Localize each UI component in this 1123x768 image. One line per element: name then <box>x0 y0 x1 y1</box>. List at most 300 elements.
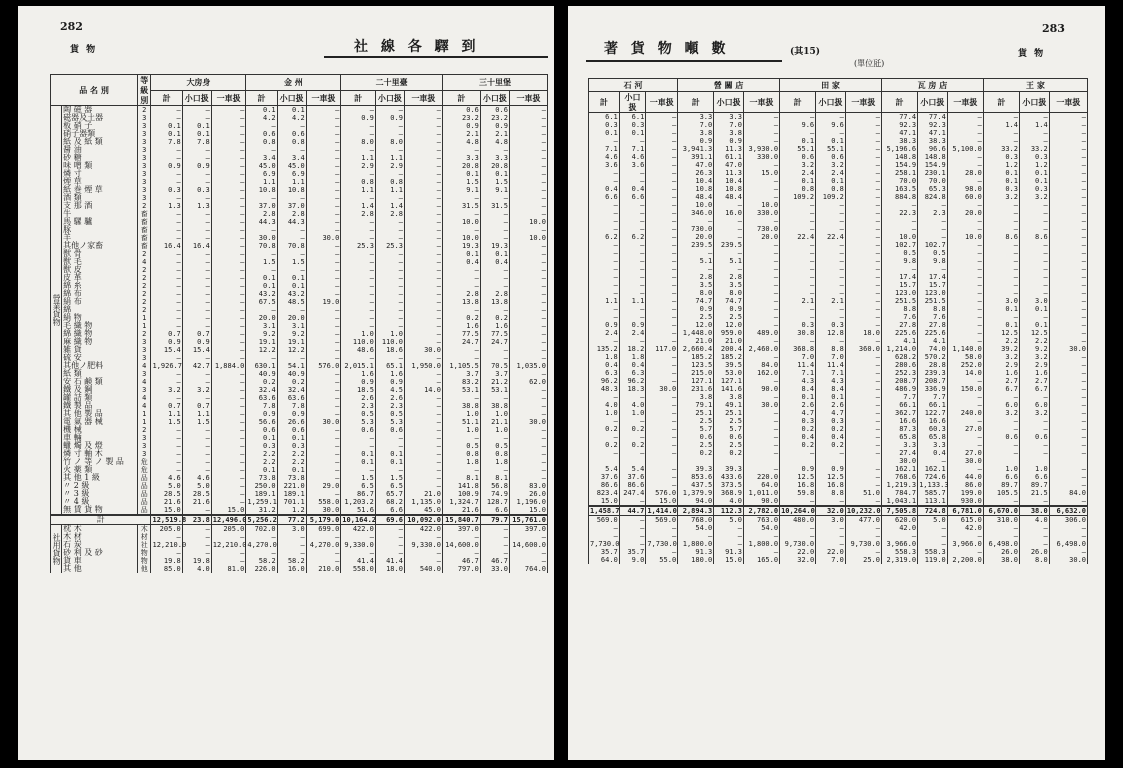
value-cell <box>509 402 547 442</box>
value-cell <box>404 106 442 155</box>
page-number: 282 <box>60 20 83 33</box>
value-cell <box>646 385 678 425</box>
item-names <box>62 402 138 442</box>
table-row-group <box>51 106 548 155</box>
value-cell-text: — — — — — <box>977 305 982 345</box>
value-cell-text: 16.4 — — — — <box>192 242 210 282</box>
value-cell-text: 8.8 7.6 27.8 225.6 4.1 <box>894 305 917 345</box>
value-cell <box>619 233 646 273</box>
value-cell <box>341 362 376 402</box>
value-cell <box>918 153 948 193</box>
value-cell <box>341 525 376 574</box>
table-row-group <box>51 154 548 202</box>
table-row-group <box>589 465 1088 506</box>
value-cell <box>947 425 983 465</box>
value-cell <box>881 273 917 305</box>
value-cell-text: 0.2 — 0.2 — <box>605 425 618 457</box>
sub-header: 一車扱 <box>947 92 983 113</box>
value-cell <box>306 362 341 402</box>
value-cell-text: — — — — — — <box>240 106 245 154</box>
value-cell-text: — — — — <box>1081 425 1086 457</box>
value-cell-text: 39.2 3.2 2.9 1.6 2.7 <box>1001 345 1018 385</box>
value-cell <box>341 154 376 202</box>
value-cell <box>983 305 1019 345</box>
value-cell <box>619 385 646 425</box>
value-cell <box>678 193 714 233</box>
value-cell <box>780 305 816 345</box>
value-cell-text: 884.8 — 22.3 — — <box>894 193 917 233</box>
value-cell <box>983 113 1019 154</box>
value-cell <box>151 154 182 202</box>
value-cell <box>1019 305 1049 345</box>
value-cell <box>151 242 182 282</box>
value-cell-text: — — — — — <box>541 242 546 282</box>
value-cell <box>983 385 1019 425</box>
item-names <box>62 106 138 155</box>
item-names <box>62 202 138 242</box>
value-cell-text: — — — — — — <box>436 106 441 154</box>
value-cell-text: 1.4 2.8 — — — <box>390 202 403 242</box>
value-cell-text: — — — — 5,100.0 <box>952 113 982 153</box>
value-cell <box>341 402 376 442</box>
value-cell-text: — 9.6 — 0.1 55.1 <box>797 113 815 153</box>
value-cell-text: 61.1 47.0 11.3 10.4 10.8 <box>725 153 742 193</box>
value-cell-text: — — — — <box>541 442 546 474</box>
value-cell <box>816 305 846 345</box>
value-cell <box>589 193 620 233</box>
sub-header: 一車扱 <box>845 92 881 113</box>
table-row-group <box>51 442 548 474</box>
value-cell <box>211 282 246 314</box>
value-cell-text: 1,140.0 58.0 252.0 14.0 — <box>952 345 982 385</box>
value-cell <box>947 345 983 385</box>
value-cell-text: 1.0 6.6 89.7 105.5 — <box>996 465 1018 505</box>
value-cell <box>918 273 948 305</box>
value-cell-text: — — — — 30.0 — <box>424 314 441 362</box>
value-cell-text: — 9.6 — 0.1 55.1 <box>827 113 844 153</box>
total-cell: 6,781.0 <box>947 506 983 516</box>
value-cell <box>442 202 480 242</box>
value-cell-text: 87.3 65.8 3.3 27.4 30.0 <box>899 425 917 465</box>
value-cell-text: — — 1.0 110.0 48.6 — <box>352 314 374 362</box>
value-cell-text: 8.6 — — — — <box>1035 233 1048 273</box>
item-names <box>62 314 138 362</box>
value-cell <box>678 425 714 465</box>
value-cell-text: 1.1 2.9 — 0.8 1.1 — <box>390 154 403 202</box>
value-cell-text: 30.0 — — — — <box>659 385 677 425</box>
value-cell <box>816 425 846 465</box>
value-cell-text: 480.0 — — 9,730.0 22.0 32.0 <box>784 516 815 564</box>
value-cell <box>589 465 620 506</box>
value-cell-text: — — — — — <box>1081 305 1086 345</box>
value-cell-text: 205.0 — 12,210.0 — — 81.0 <box>212 525 247 573</box>
value-cell-text: — — — — <box>398 282 403 314</box>
total-cell: 1,414.0 <box>647 507 677 515</box>
value-cell-text: 3.0 — — — 22.0 7.0 <box>827 516 844 564</box>
running-header: 貨 物 <box>1018 49 1046 59</box>
item-classes-text: 3 3 3 3 3 3 <box>142 154 147 202</box>
value-cell-text: — — — — 46.7 33.0 <box>491 525 508 573</box>
item-names-text: 支 那 酒 牛 馬 騾 驢 豚 羊 <box>63 201 93 242</box>
value-cell <box>816 465 846 506</box>
value-cell-text: — 102.7 0.5 9.8 — <box>924 233 946 273</box>
value-cell-text: 8.8 7.6 27.8 225.6 4.1 <box>924 305 946 345</box>
value-cell-text: — — — — — — <box>541 106 546 154</box>
value-cell-text: — — — — 30.0 <box>322 202 340 242</box>
station-header: 金 州 <box>246 75 341 91</box>
value-cell-text: 148.8 154.9 230.1 70.0 65.3 <box>924 153 946 193</box>
value-cell <box>246 242 277 282</box>
value-cell <box>404 362 442 402</box>
value-cell-text: — — 0.9 2.4 — <box>631 305 645 345</box>
value-cell <box>277 242 306 282</box>
value-cell <box>816 153 846 193</box>
value-cell <box>151 106 182 155</box>
value-cell <box>306 202 341 242</box>
value-cell <box>277 154 306 202</box>
value-cell <box>646 345 678 385</box>
value-cell-text: 77.4 92.3 47.1 38.3 96.6 <box>928 113 946 153</box>
value-cell-text: 77.4 92.3 47.1 38.3 5,196.6 <box>886 113 917 153</box>
value-cell-text: — — — 576.0 15.0 <box>655 465 677 505</box>
value-cell <box>918 465 948 506</box>
value-cell <box>375 442 404 474</box>
value-cell <box>1019 385 1049 425</box>
value-cell <box>918 305 948 345</box>
sub-header: 小口扱 <box>182 90 211 106</box>
value-cell-text: — — — — — <box>1081 193 1086 233</box>
value-cell-text: — — — — — <box>1081 385 1086 425</box>
value-cell <box>845 305 881 345</box>
value-cell-text: 109.2 — — — — <box>793 193 815 233</box>
value-cell-text: — — — — <box>369 282 374 314</box>
value-cell <box>983 273 1019 305</box>
unit-note: (單位瓩) <box>854 59 885 68</box>
value-cell-text: — — — — <box>773 425 779 457</box>
sub-header: 一車扱 <box>509 90 547 106</box>
value-cell-text: — — — — — <box>436 402 441 442</box>
item-classes <box>138 362 151 402</box>
value-cell <box>845 233 881 273</box>
item-classes <box>138 442 151 474</box>
value-cell <box>480 362 509 402</box>
value-cell-text: 3.3 20.8 0.1 1.5 9.1 — <box>491 154 508 202</box>
value-cell <box>714 385 744 425</box>
col-header-class: 等級別 <box>138 75 151 106</box>
item-names-text: 絹 物 毛 織 物 綿 織 物 麻 織 物 雑 貨 硫 安 <box>63 313 93 362</box>
value-cell-text: 6.7 — 6.0 3.2 — <box>1035 385 1048 425</box>
value-cell <box>375 362 404 402</box>
item-names <box>62 474 138 515</box>
value-cell <box>845 465 881 506</box>
value-cell <box>845 345 881 385</box>
value-cell-text: 569.0 — — 7,730.0 35.7 64.0 <box>590 516 620 564</box>
value-cell-text: 3.0 — — — 58.2 16.0 <box>287 525 305 573</box>
value-cell-text: — 0.1 0.1 — <box>390 442 403 474</box>
value-cell-text: 0.1 — 0.1 12.5 2.2 <box>1001 305 1018 345</box>
value-cell <box>816 516 846 565</box>
value-cell <box>1049 233 1087 273</box>
value-cell <box>780 113 816 154</box>
title-rule <box>324 56 548 58</box>
item-classes <box>138 242 151 282</box>
sub-header: 小口扱 <box>1019 92 1049 113</box>
table-row-group <box>51 242 548 282</box>
value-cell <box>589 233 620 273</box>
value-cell-text: 2,660.4 185.2 123.5 215.0 127.1 <box>682 345 713 385</box>
value-cell-text: — — — — <box>240 442 245 474</box>
station-header: 二十里臺 <box>341 75 443 91</box>
value-cell-text: — — — — — <box>671 305 677 345</box>
value-cell-text: 3.4 45.0 6.9 1.1 10.8 — <box>287 154 305 202</box>
value-cell <box>277 402 306 442</box>
value-cell-text: — — — — — — <box>240 154 245 202</box>
value-cell <box>1049 516 1087 565</box>
value-cell-text: 60.3 65.8 3.3 0.4 — <box>928 425 946 465</box>
station-header: 瓦 房 店 <box>881 79 983 92</box>
value-cell-text: 477.0 — — 9,730.0 — 25.0 <box>850 516 880 564</box>
value-cell-text: — 44.0 86.0 199.0 930.0 <box>960 465 982 505</box>
value-cell <box>1049 305 1087 345</box>
value-cell-text: 48.4 10.0 346.0 — 730.0 <box>691 193 713 233</box>
value-cell <box>646 305 678 345</box>
value-cell <box>509 154 547 202</box>
value-cell-text: 360.0 — — — — <box>858 345 880 385</box>
value-cell <box>442 314 480 362</box>
value-cell <box>816 233 846 273</box>
value-cell <box>714 345 744 385</box>
sub-header: 一車扱 <box>743 92 779 113</box>
value-cell-text: 0.9 2.5 12.0 959.0 21.0 <box>720 305 742 345</box>
value-cell-text: 22.4 — — — — <box>797 233 815 273</box>
section-label: 社用貨物 <box>51 525 62 574</box>
value-cell-text: 150.0 — — 240.0 — <box>960 385 982 425</box>
value-cell <box>509 242 547 282</box>
value-cell-text: 0.3 1.2 0.1 0.1 0.3 <box>1035 153 1048 193</box>
value-cell-text: 37.0 2.8 44.3 — — <box>287 202 305 242</box>
value-cell <box>589 153 620 193</box>
value-cell-text: 5.0 — — — 558.3 119.0 <box>924 516 946 564</box>
value-cell-text: 48.3 — 4.0 1.0 — <box>600 385 618 425</box>
value-cell <box>1019 516 1049 565</box>
value-cell <box>1049 193 1087 233</box>
value-cell-text: — — 28.0 — 98.0 <box>965 153 982 193</box>
value-cell-text: 0.2 0.4 0.2 — <box>801 425 815 457</box>
value-cell-text: — — — — — — <box>436 154 441 202</box>
value-cell <box>306 106 341 155</box>
value-cell-text: 70.8 — 1.5 — 0.1 <box>258 242 276 282</box>
value-cell-text: 48.4 — 16.0 — — <box>725 193 742 233</box>
value-cell-text: — — — — <box>436 442 441 474</box>
table-row-group <box>589 113 1088 154</box>
value-cell-text: 620.0 42.0 — 3,966.0 558.3 2,319.0 <box>886 516 917 564</box>
table-row-group <box>51 402 548 442</box>
item-names <box>62 362 138 402</box>
table-row-group <box>589 385 1088 425</box>
value-cell-text: — — — 1.1 <box>631 273 645 305</box>
value-cell <box>619 516 646 565</box>
value-cell-text: — — 30.0 — — <box>322 402 340 442</box>
value-cell <box>881 345 917 385</box>
value-cell <box>509 202 547 242</box>
value-cell <box>918 516 948 565</box>
item-names-text: 蠟 燭 及 燈 燐 寸 軸 木 竹 ノ 等 ノ 製 品 火 薬 類 <box>63 441 124 474</box>
value-cell-text: 0.5 0.8 1.8 — <box>495 442 508 474</box>
value-cell <box>341 442 376 474</box>
value-cell-text: 4.6 3.6 — — 0.4 <box>605 153 618 193</box>
value-cell <box>678 516 714 565</box>
value-cell <box>480 242 509 282</box>
value-cell <box>442 525 480 574</box>
value-cell-text: — — — — — <box>671 113 677 153</box>
value-cell <box>1019 233 1049 273</box>
sub-header: 小口扱 <box>918 92 948 113</box>
value-cell-text: — — 0.7 0.9 15.4 — <box>192 314 210 362</box>
value-cell-text: 422.0 — 9,330.0 — — 540.0 <box>411 525 441 573</box>
value-cell <box>404 202 442 242</box>
value-cell <box>277 202 306 242</box>
value-cell <box>480 282 509 314</box>
value-cell <box>211 242 246 282</box>
value-cell-text: — — — — <box>1081 273 1086 305</box>
value-cell-text: 576.0 — — — — <box>318 362 340 402</box>
value-cell-text: 1,926.7 — — 3.2 — <box>152 362 182 402</box>
value-cell <box>678 385 714 425</box>
value-cell-text: 1,105.5 3.7 83.2 53.1 — <box>449 362 479 402</box>
item-classes-text: 木 材 社 物 物 他 <box>140 525 148 573</box>
value-cell <box>678 153 714 193</box>
value-cell <box>780 273 816 305</box>
value-cell-text: — — — — 15.0 <box>227 474 245 514</box>
value-cell <box>881 305 917 345</box>
value-cell-text: — — 30.0 — — <box>529 402 546 442</box>
value-cell-text: 0.6 23.2 0.9 2.1 4.8 — <box>491 106 508 154</box>
value-cell-text: 5.7 0.6 2.5 0.2 <box>699 425 713 457</box>
value-cell <box>646 233 678 273</box>
value-cell <box>306 525 341 574</box>
page-number: 283 <box>1042 22 1065 35</box>
value-cell-text: — — — — — <box>1081 233 1086 273</box>
value-cell <box>182 442 211 474</box>
value-cell <box>151 402 182 442</box>
value-cell <box>182 242 211 282</box>
value-cell-text: 8.4 0.1 2.6 4.7 0.3 <box>801 385 815 425</box>
value-cell-text: 0.5 0.8 1.8 — <box>466 442 479 474</box>
running-header: 貨 物 <box>70 45 98 55</box>
value-cell <box>211 525 246 574</box>
section-label: 營業貨物 <box>51 106 62 516</box>
value-cell-text: 569.0 — — 7,730.0 — 55.0 <box>647 516 677 564</box>
value-cell <box>714 193 744 233</box>
value-cell-text: 0.1 4.2 — 0.6 0.8 — <box>263 106 276 154</box>
value-cell <box>947 305 983 345</box>
page-title: 著 貨 物 噸 數 <box>604 41 730 57</box>
item-names-text: 砂 糖 味 噌 類 燐 寸 煙 草 紙 巻 煙 草 酒 類 <box>63 153 103 202</box>
value-cell-text: 6.6 — — — — <box>605 193 618 233</box>
value-cell-text: — — — — — — <box>541 154 546 202</box>
table-row-group <box>589 305 1088 345</box>
value-cell-text: 5.4 37.6 86.6 823.4 15.0 <box>596 465 618 505</box>
value-cell-text: 630.1 40.9 0.2 32.4 63.6 <box>254 362 276 402</box>
value-cell-text: — — — 51.0 — <box>863 465 880 505</box>
value-cell <box>714 113 744 154</box>
value-cell-text: 73.8 221.0 189.1 701.1 1.2 <box>283 474 305 514</box>
value-cell <box>1049 465 1087 506</box>
page-title: 社 線 各 驛 到 <box>354 39 480 55</box>
value-cell-text: 1,884.0 — — — — <box>214 362 245 402</box>
value-cell-text: — — — — — <box>875 113 880 153</box>
value-cell <box>306 442 341 474</box>
value-cell-text: — — — — 3,930.0 <box>748 113 779 153</box>
sub-header: 一車扱 <box>646 92 678 113</box>
value-cell <box>714 516 744 565</box>
sub-header: 小口扱 <box>619 92 646 113</box>
value-cell <box>246 154 277 202</box>
value-cell <box>845 385 881 425</box>
sub-header: 小口扱 <box>816 92 846 113</box>
value-cell <box>480 154 509 202</box>
item-names <box>62 154 138 202</box>
value-cell <box>678 113 714 154</box>
value-cell <box>277 106 306 155</box>
value-cell-text: — — — 84.0 — <box>1069 465 1086 505</box>
value-cell-text: 19.3 0.1 0.4 — — <box>462 242 479 282</box>
value-cell-text: 3.3 20.8 0.1 1.5 9.1 — <box>462 154 479 202</box>
value-cell-text: 0.3 2.2 2.2 0.1 <box>263 442 276 474</box>
table-row-group <box>589 345 1088 385</box>
value-cell <box>211 402 246 442</box>
value-cell <box>780 193 816 233</box>
value-cell <box>341 106 376 155</box>
value-cell <box>246 525 277 574</box>
value-cell-text: — — — — — — <box>335 154 340 202</box>
value-cell-text: — — 0.3 30.8 — <box>797 305 815 345</box>
value-cell <box>151 474 182 515</box>
item-classes-text: 2 3 3 3 3 3 <box>142 106 147 154</box>
value-cell <box>480 442 509 474</box>
value-cell <box>780 345 816 385</box>
value-cell <box>983 193 1019 233</box>
value-cell <box>1049 113 1087 154</box>
value-cell <box>151 362 182 402</box>
value-cell <box>589 345 620 385</box>
value-cell-text: 148.8 154.9 258.1 70.0 163.5 <box>894 153 917 193</box>
value-cell-text: 19.3 0.1 0.4 — — <box>491 242 508 282</box>
value-cell <box>714 305 744 345</box>
total-cell: 7,505.8 <box>881 506 917 516</box>
value-cell-text: 2.3 0.5 5.3 0.6 — <box>361 402 374 442</box>
total-cell: 2,894.3 <box>678 506 714 516</box>
value-cell-text: 7.8 0.9 26.6 0.6 0.1 <box>287 402 305 442</box>
value-cell-text: 3.3 7.0 3.8 0.9 11.3 <box>725 113 742 153</box>
sub-header: 計 <box>589 92 620 113</box>
value-cell <box>1049 153 1087 193</box>
value-cell <box>743 465 779 506</box>
value-cell-text: 205.0 — 12,210.0 — 19.8 85.0 <box>152 525 187 573</box>
value-cell-text: — — — — 41.4 18.0 <box>386 525 403 573</box>
value-cell <box>375 402 404 442</box>
value-cell-text: 4.6 5.0 28.5 21.6 — <box>192 474 210 514</box>
value-cell-text: — — 1.0 110.0 18.6 — <box>381 314 403 362</box>
value-cell-text: 0.7 1.1 1.5 — — <box>168 402 181 442</box>
value-cell-text: — — — — — <box>875 153 880 193</box>
value-cell <box>341 282 376 314</box>
item-classes-text: 4 1 1 2 3 <box>142 402 147 442</box>
value-cell <box>509 314 547 362</box>
item-classes <box>138 525 151 574</box>
value-cell-text: 397.0 — 14,600.0 — 46.7 797.0 <box>445 525 479 573</box>
value-cell-text: 109.2 — — — — <box>822 193 844 233</box>
